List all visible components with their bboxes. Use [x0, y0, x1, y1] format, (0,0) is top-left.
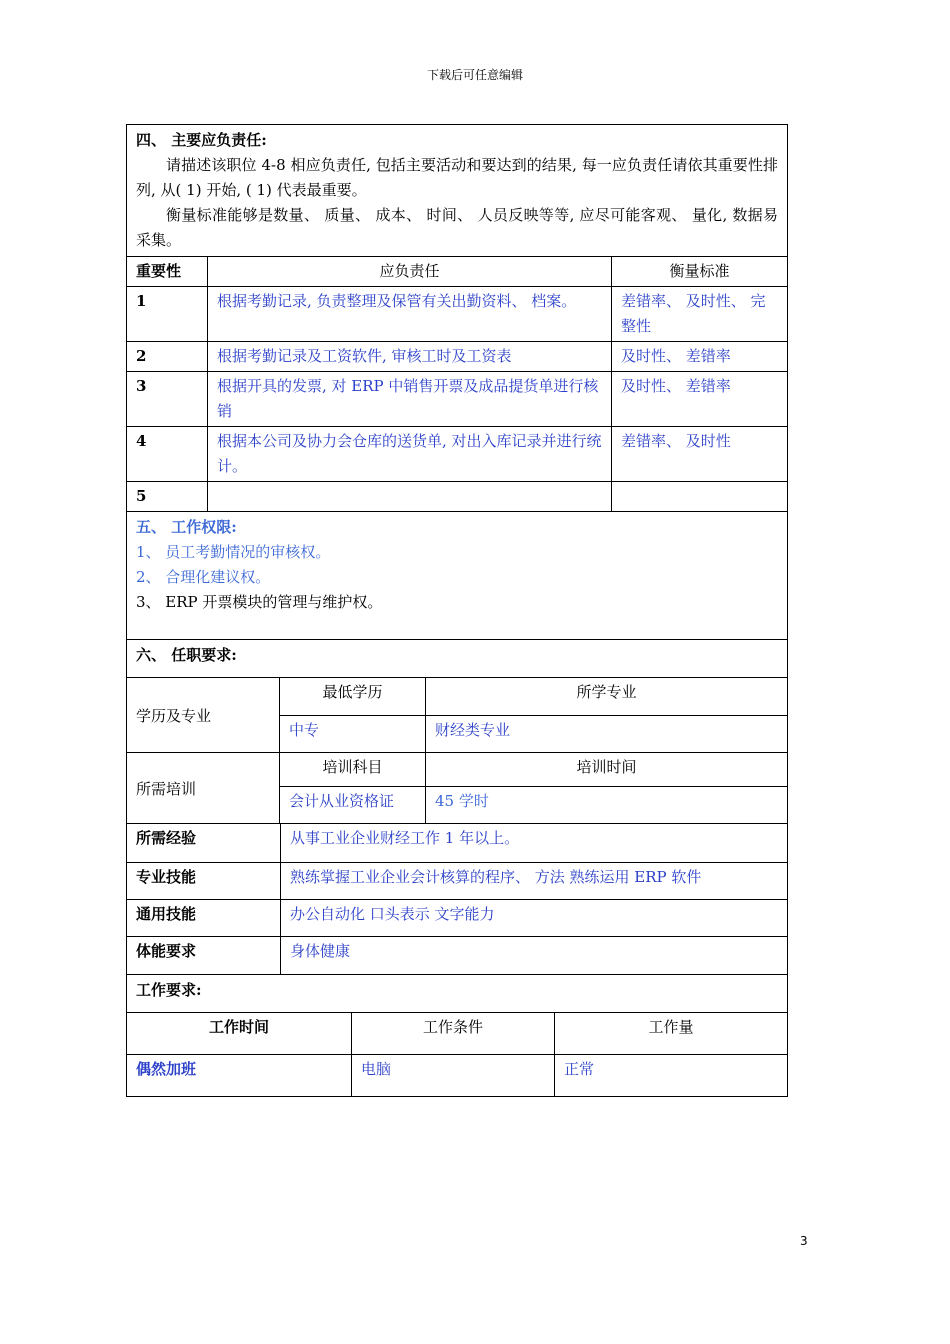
duty-text	[207, 482, 611, 511]
duty-standard: 差错率、 及时性、 完整性	[611, 287, 787, 341]
skills-value: 熟练掌握工业企业会计核算的程序、 方法 熟练运用 ERP 软件	[280, 863, 787, 899]
duty-standard	[611, 482, 787, 511]
duty-rank: 5	[136, 487, 147, 505]
header-note: 下载后可任意编辑	[426, 68, 523, 82]
physical-value: 身体健康	[280, 937, 787, 974]
authority-item: 2、 合理化建议权。	[136, 568, 271, 586]
duty-rank: 4	[136, 432, 147, 450]
duties-header-row	[127, 256, 787, 286]
work-condition-value: 电脑	[351, 1055, 554, 1096]
work-time-header: 工作时间	[208, 1018, 269, 1036]
duty-standard: 及时性、 差错率	[611, 372, 787, 426]
duty-rank: 1	[136, 292, 147, 310]
duty-row	[127, 341, 787, 371]
header-duty: 应负责任	[207, 257, 611, 286]
section4-para2: 衡量标准能够是数量、 质量、 成本、 时间、 人员反映等等, 应尽可能客观、 量化, 数据易采集。	[136, 206, 778, 249]
work-condition-header: 工作条件	[351, 1013, 554, 1054]
workload-header: 工作量	[554, 1013, 787, 1054]
section4-intro	[127, 125, 787, 256]
work-requirements-title: 工作要求:	[127, 974, 787, 1012]
section6-title: 六、 任职要求:	[127, 639, 787, 677]
duty-row	[127, 371, 787, 426]
duty-row	[127, 481, 787, 511]
work-requirements-value-row	[127, 1054, 787, 1096]
education-label: 学历及专业	[127, 678, 280, 752]
physical-row	[127, 936, 787, 974]
duty-text: 根据考勤记录, 负责整理及保管有关出勤资料、 档案。	[207, 287, 611, 341]
page-number: 3	[800, 1234, 808, 1248]
section5	[127, 511, 787, 639]
work-requirements-header-row	[127, 1012, 787, 1054]
training-time: 45 学时	[425, 787, 787, 823]
skills-row	[127, 862, 787, 899]
duty-text: 根据本公司及协力会仓库的送货单, 对出入库记录并进行统计。	[207, 427, 611, 481]
training-label: 所需培训	[127, 753, 280, 823]
duty-standard: 差错率、 及时性	[611, 427, 787, 481]
training-header-subject: 培训科目	[322, 758, 383, 776]
training-subject: 会计从业资格证	[289, 792, 395, 810]
training-group	[127, 752, 787, 823]
duty-row	[127, 286, 787, 341]
education-degree: 中专	[289, 721, 320, 739]
duty-text: 根据考勤记录及工资软件, 审核工时及工资表	[207, 342, 611, 371]
duty-standard: 及时性、 差错率	[611, 342, 787, 371]
education-major: 财经类专业	[425, 716, 787, 752]
education-header-major: 所学专业	[425, 678, 787, 715]
duty-row	[127, 426, 787, 481]
experience-row	[127, 823, 787, 862]
experience-value: 从事工业企业财经工作 1 年以上。	[280, 824, 787, 862]
duty-rank: 3	[136, 377, 147, 395]
education-header-degree: 最低学历	[322, 683, 383, 701]
general-skills-row	[127, 899, 787, 936]
header-rank: 重要性	[136, 262, 182, 280]
duty-text: 根据开具的发票, 对 ERP 中销售开票及成品提货单进行核销	[207, 372, 611, 426]
physical-label: 体能要求	[136, 942, 197, 960]
job-description-form	[126, 124, 788, 1097]
duty-rank: 2	[136, 347, 147, 365]
general-skills-label: 通用技能	[136, 905, 197, 923]
header-standard: 衡量标准	[611, 257, 787, 286]
section5-title: 五、 工作权限:	[136, 518, 237, 536]
training-header-time: 培训时间	[425, 753, 787, 786]
work-time-value: 偶然加班	[136, 1060, 197, 1078]
general-skills-value: 办公自动化 口头表示 文字能力	[280, 900, 787, 936]
skills-label: 专业技能	[136, 868, 197, 886]
experience-label: 所需经验	[136, 829, 197, 847]
section4-para1: 请描述该职位 4-8 相应负责任, 包括主要活动和要达到的结果, 每一应负责任请依其重要性排列, 从( 1) 开始, ( 1) 代表最重要。	[136, 156, 778, 199]
authority-item: 3、 ERP 开票模块的管理与维护权。	[136, 593, 383, 611]
authority-item: 1、 员工考勤情况的审核权。	[136, 543, 331, 561]
education-group	[127, 677, 787, 752]
section4-title: 四、 主要应负责任:	[136, 131, 267, 149]
workload-value: 正常	[554, 1055, 787, 1096]
